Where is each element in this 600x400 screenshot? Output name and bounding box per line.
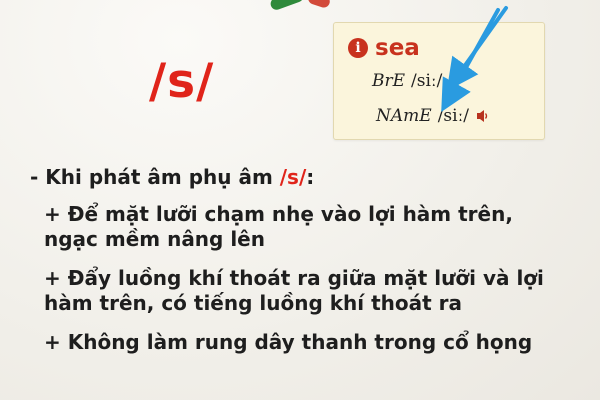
arrow-to-name bbox=[449, 10, 498, 98]
name-ipa: /siː/ bbox=[437, 106, 470, 126]
bullet-2-line-1: + Đẩy luồng khí thoát ra giữa mặt lưỡi và lợi bbox=[44, 266, 544, 290]
heading-prefix: - Khi phát âm phụ âm bbox=[30, 165, 280, 189]
heading-suffix: : bbox=[306, 165, 315, 189]
bre-ipa: /siː/ bbox=[411, 71, 443, 91]
dictionary-word: sea bbox=[375, 35, 420, 61]
bullet-3: + Không làm rung dây thanh trong cổ họng bbox=[44, 330, 533, 354]
bullet-1-line-1: + Để mặt lưỡi chạm nhẹ vào lợi hàm trên, bbox=[44, 202, 513, 226]
bre-label: BrE bbox=[372, 71, 406, 91]
instruction-heading bbox=[30, 165, 595, 190]
bullet-1-line-2: ngạc mềm nâng lên bbox=[44, 227, 265, 251]
phoneme-title: /s/ bbox=[149, 54, 215, 109]
heading-phoneme: /s/ bbox=[279, 165, 307, 189]
name-label: NAmE bbox=[376, 106, 432, 126]
info-icon[interactable]: i bbox=[348, 38, 368, 58]
instructions bbox=[30, 165, 595, 355]
bullet-2-line-2: hàm trên, có tiếng luồng khí thoát ra bbox=[44, 291, 463, 315]
